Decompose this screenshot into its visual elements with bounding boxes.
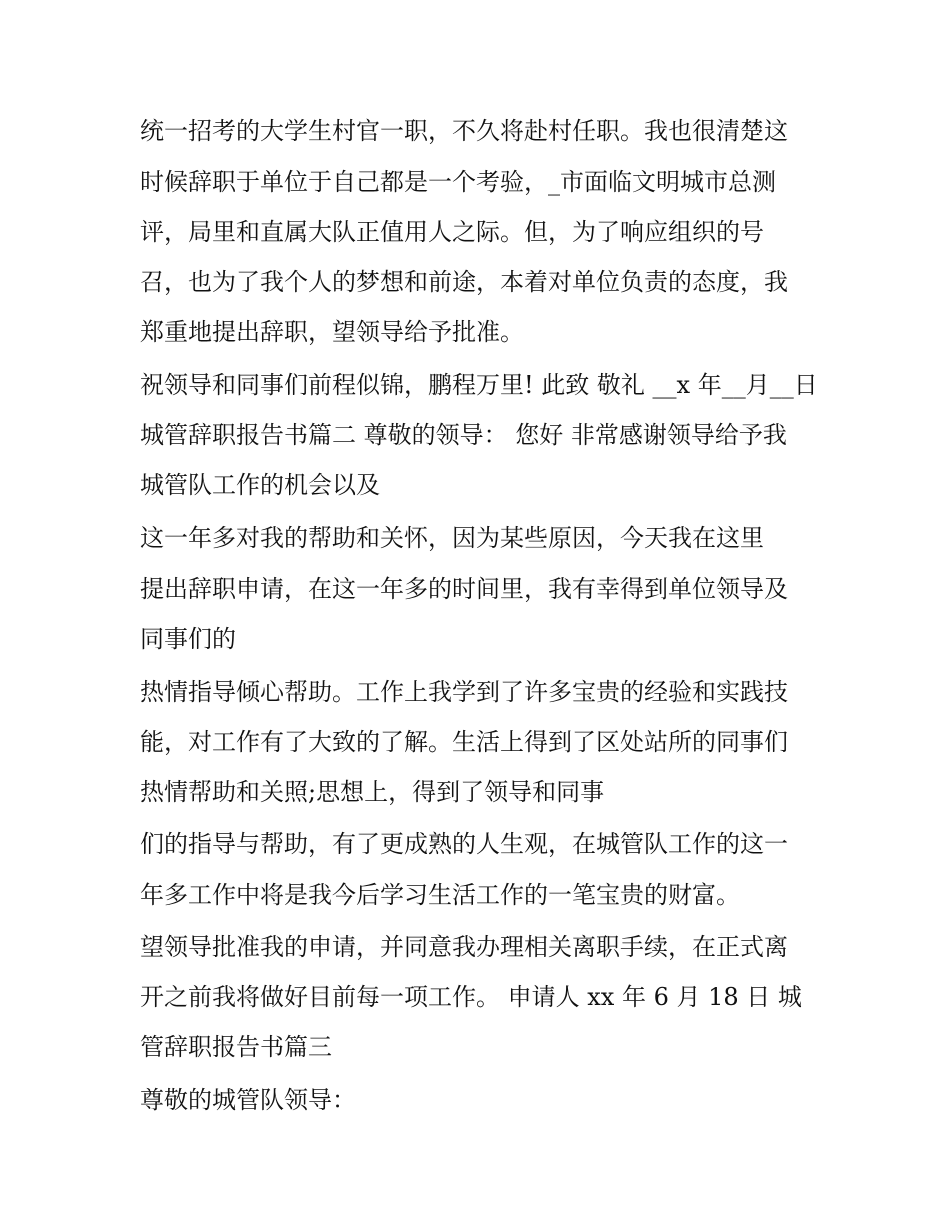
text-line: 评，局里和直属大队正值用人之际。但，为了响应组织的号 xyxy=(140,218,764,246)
text-line: 尊敬的城管队领导： xyxy=(140,1086,356,1114)
text-line: 们的指导与帮助，有了更成熟的人生观，在城管队工作的这一 xyxy=(140,830,788,858)
text-line: 望领导批准我的申请，并同意我办理相关离职手续，在正式离 xyxy=(140,933,788,961)
text-line: 开之前我将做好目前每一项工作。 申请人 xx 年 6 月 18 日 城 xyxy=(140,983,802,1011)
text-line: 能，对工作有了大致的了解。生活上得到了区处站所的同事们 xyxy=(140,728,788,756)
text-line: 祝领导和同事们前程似锦，鹏程万里! 此致 敬礼 __x 年__月__日 xyxy=(140,371,818,399)
text-line: 热情帮助和关照;思想上，得到了领导和同事 xyxy=(140,778,605,806)
text-line: 热情指导倾心帮助。工作上我学到了许多宝贵的经验和实践技 xyxy=(140,678,788,706)
text-line: 年多工作中将是我今后学习生活工作的一笔宝贵的财富。 xyxy=(140,881,740,909)
text-line: 郑重地提出辞职，望领导给予批准。 xyxy=(140,318,524,346)
text-line: 同事们的 xyxy=(140,625,236,653)
text-line: 城管队工作的机会以及 xyxy=(140,471,380,499)
text-line: 管辞职报告书篇三 xyxy=(140,1033,332,1061)
text-line: 召，也为了我个人的梦想和前途，本着对单位负责的态度，我 xyxy=(140,268,788,296)
text-line: 时候辞职于单位于自己都是一个考验，_市面临文明城市总测 xyxy=(140,168,776,196)
text-line: 这一年多对我的帮助和关怀，因为某些原因，今天我在这里 xyxy=(140,524,764,552)
text-line: 城管辞职报告书篇二 尊敬的领导： 您好 非常感谢领导给予我 xyxy=(140,421,787,449)
text-line: 统一招考的大学生村官一职，不久将赴村任职。我也很清楚这 xyxy=(140,117,788,145)
text-line: 提出辞职申请，在这一年多的时间里，我有幸得到单位领导及 xyxy=(140,575,788,603)
